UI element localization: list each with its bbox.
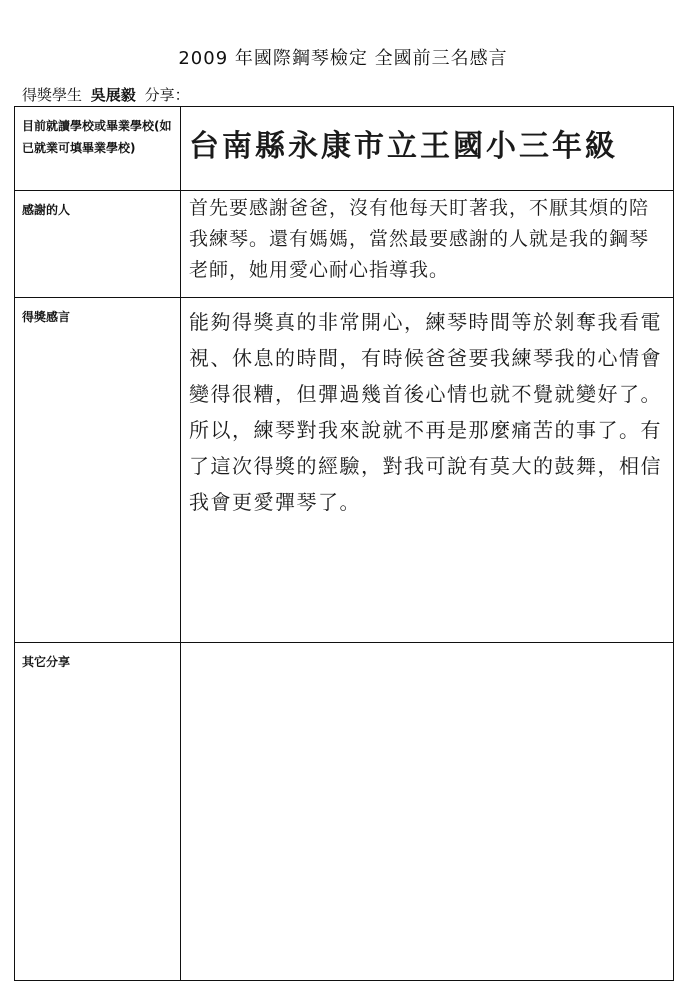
thanks-cell (181, 191, 674, 298)
speech-label: 得獎感言 (15, 298, 181, 643)
other-cell (181, 643, 674, 981)
speech-row (15, 298, 674, 643)
school-cell (181, 107, 674, 191)
school-value: 台南縣永康市立王國小三年級 (189, 129, 618, 164)
speech-cell (181, 298, 674, 643)
page-title: 2009 年國際鋼琴檢定 全國前三名感言 (178, 48, 508, 69)
school-label: 目前就讀學校或畢業學校(如已就業可填畢業學校) (15, 107, 181, 191)
other-label: 其它分享 (15, 643, 181, 981)
form-table (14, 106, 674, 981)
thanks-value: 首先要感謝爸爸，沒有他每天盯著我，不厭其煩的陪我練琴。還有媽媽，當然最要感謝的人就是我的鋼琴老師，她用愛心耐心指導我。 (189, 197, 650, 281)
share-label: 分享： (144, 86, 190, 104)
other-row (15, 643, 674, 981)
student-name: 吳展毅 (90, 86, 136, 104)
thanks-label: 感謝的人 (15, 191, 181, 298)
speech-value: 能夠得獎真的非常開心，練琴時間等於剝奪我看電視、休息的時間，有時候爸爸要我練琴我的心情會變得很糟，但彈過幾首後心情也就不覺就變好了。所以，練琴對我來說就不再是那麼痛苦的事了。有了這次得獎的經驗，對我可說有莫大的鼓舞，相信我會更愛彈琴了。 (189, 310, 662, 514)
school-row (15, 107, 674, 191)
student-line (22, 84, 194, 105)
thanks-row (15, 191, 674, 298)
other-value (181, 643, 673, 645)
student-label: 得獎學生 (22, 86, 83, 104)
